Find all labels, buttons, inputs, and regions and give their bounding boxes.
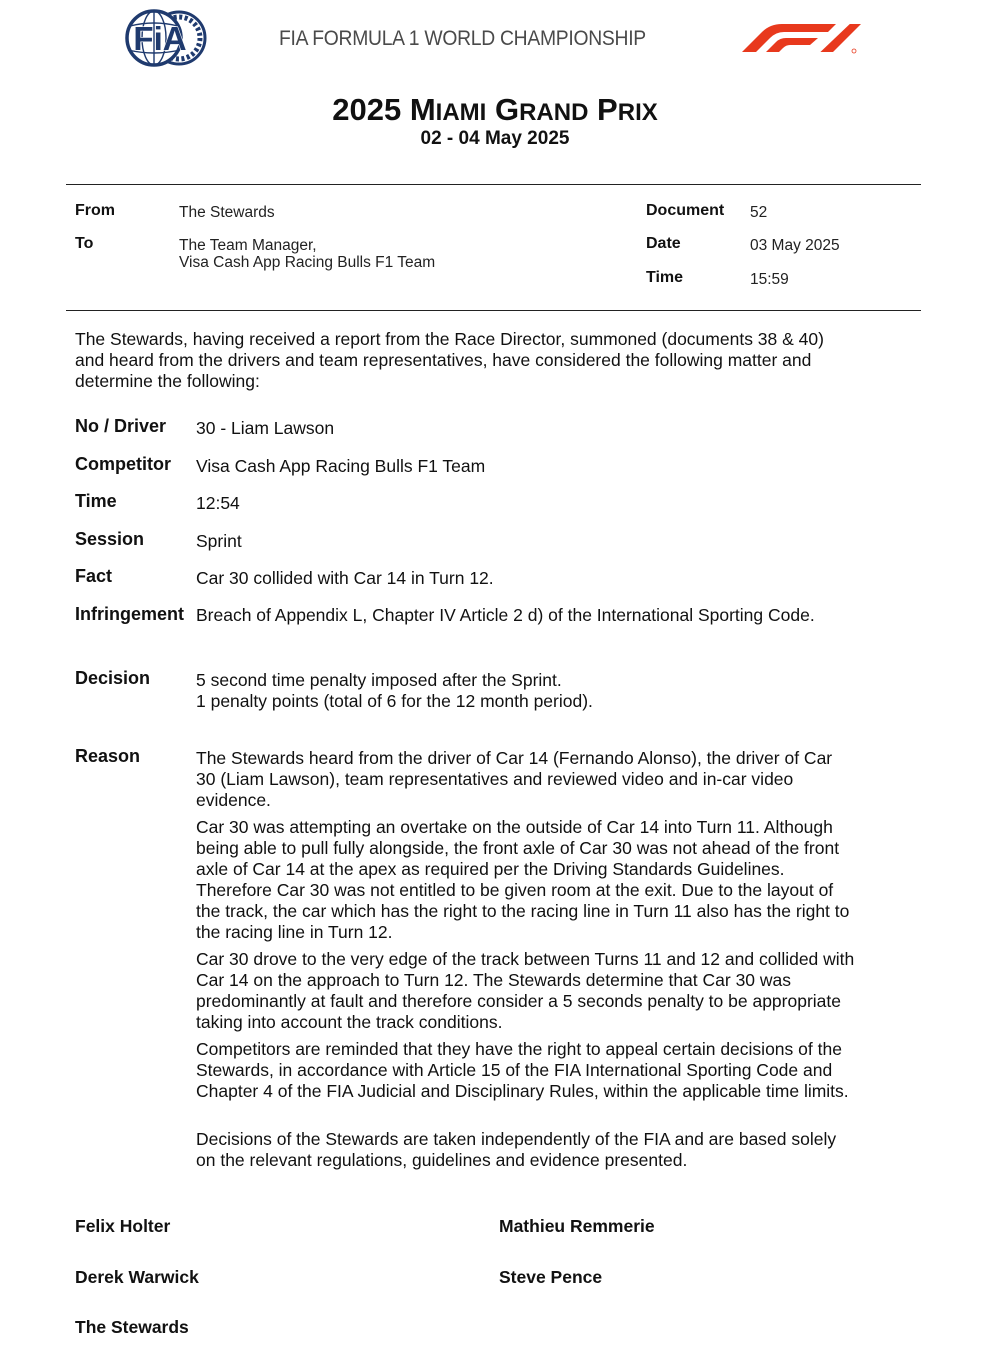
to-value-line1: The Team Manager, — [179, 237, 317, 254]
field-value-competitor: Visa Cash App Racing Bulls F1 Team — [196, 456, 486, 476]
steward-signature: Steve Pence — [499, 1267, 603, 1287]
reason-paragraph-2: Car 30 was attempting an overtake on the outside of Car 14 into Turn 11. Although being able to pull fully alongside, the front axle of Car 30 was not ahead of the front axle of Car 14 at the apex as required per the Driving Standards Guidelines. Therefore Car 30 was not entitled to be given room at the exit. Due to the layout of the track, the car which has the right to the racing line in Turn 11 also has the right to the racing line in Turn 12. — [196, 817, 850, 942]
steward-signature: Derek Warwick — [75, 1267, 199, 1287]
document-value: 52 — [750, 204, 768, 221]
decision-text: 5 second time penalty imposed after the Sprint. 1 penalty points (total of 6 for the 12 month period). — [196, 670, 593, 711]
stewards-footer: The Stewards — [75, 1317, 189, 1337]
svg-text:FiA: FiA — [133, 20, 187, 57]
document-label: Document — [646, 202, 725, 219]
event-dates: 02 - 04 May 2025 — [420, 128, 570, 149]
reason-text — [196, 748, 916, 1171]
appeal-notice: Competitors are reminded that they have the right to appeal certain decisions of the Stewards, in accordance with Article 15 of the FIA International Sporting Code and Chapter 4 of the FIA Judicial and Disciplinary Rules, within the applicable time limits. — [196, 1039, 849, 1101]
steward-signature: Felix Holter — [75, 1216, 171, 1236]
event-title: 2025 MIAMI GRAND PRIX — [332, 92, 658, 127]
field-value-driver: 30 - Liam Lawson — [196, 418, 335, 438]
field-value-time: 12:54 — [196, 493, 240, 513]
field-label-driver: No / Driver — [75, 416, 167, 436]
field-label-infringement: Infringement — [75, 604, 185, 624]
championship-title: FIA FORMULA 1 WORLD CHAMPIONSHIP — [279, 27, 646, 50]
reason-label: Reason — [75, 746, 141, 766]
intro-paragraph: The Stewards, having received a report from the Race Director, summoned (documents 38 & 40) and heard from the drivers and team representatives, have considered the following matter and determine the following: — [75, 329, 824, 391]
divider — [66, 184, 921, 185]
field-label-fact: Fact — [75, 566, 113, 586]
reason-paragraph-1: The Stewards heard from the driver of Car 14 (Fernando Alonso), the driver of Car 30 (Liam Lawson), team representatives and reviewed video and in-car video evidence. — [196, 748, 833, 810]
to-value-line2: Visa Cash App Racing Bulls F1 Team — [179, 254, 436, 271]
independence-notice: Decisions of the Stewards are taken independently of the FIA and are based solely on the relevant regulations, guidelines and evidence presented. — [196, 1129, 837, 1170]
to-label: To — [75, 235, 94, 252]
field-label-time: Time — [75, 491, 117, 511]
divider — [66, 310, 921, 311]
date-label: Date — [646, 235, 681, 252]
date-value: 03 May 2025 — [750, 237, 840, 254]
reason-paragraph-3: Car 30 drove to the very edge of the track between Turns 11 and 12 and collided with Car 14 on the approach to Turn 12. The Stewards determine that Car 30 was predominantly at fault and therefore consider a 5 seconds penalty to be appropriate taking into account the track conditions. — [196, 949, 855, 1032]
field-label-session: Session — [75, 529, 145, 549]
steward-signature: Mathieu Remmerie — [499, 1216, 655, 1236]
time-value: 15:59 — [750, 271, 789, 288]
field-value-fact: Car 30 collided with Car 14 in Turn 12. — [196, 568, 494, 588]
field-label-competitor: Competitor — [75, 454, 171, 474]
from-label: From — [75, 202, 115, 219]
from-value: The Stewards — [179, 204, 275, 221]
f1-logo-icon — [740, 20, 862, 56]
time-label: Time — [646, 269, 684, 286]
fia-logo-icon — [124, 8, 210, 68]
field-value-infringement: Breach of Appendix L, Chapter IV Article 2 d) of the International Sporting Code. — [196, 605, 815, 625]
decision-label: Decision — [75, 668, 151, 688]
field-value-session: Sprint — [196, 531, 242, 551]
